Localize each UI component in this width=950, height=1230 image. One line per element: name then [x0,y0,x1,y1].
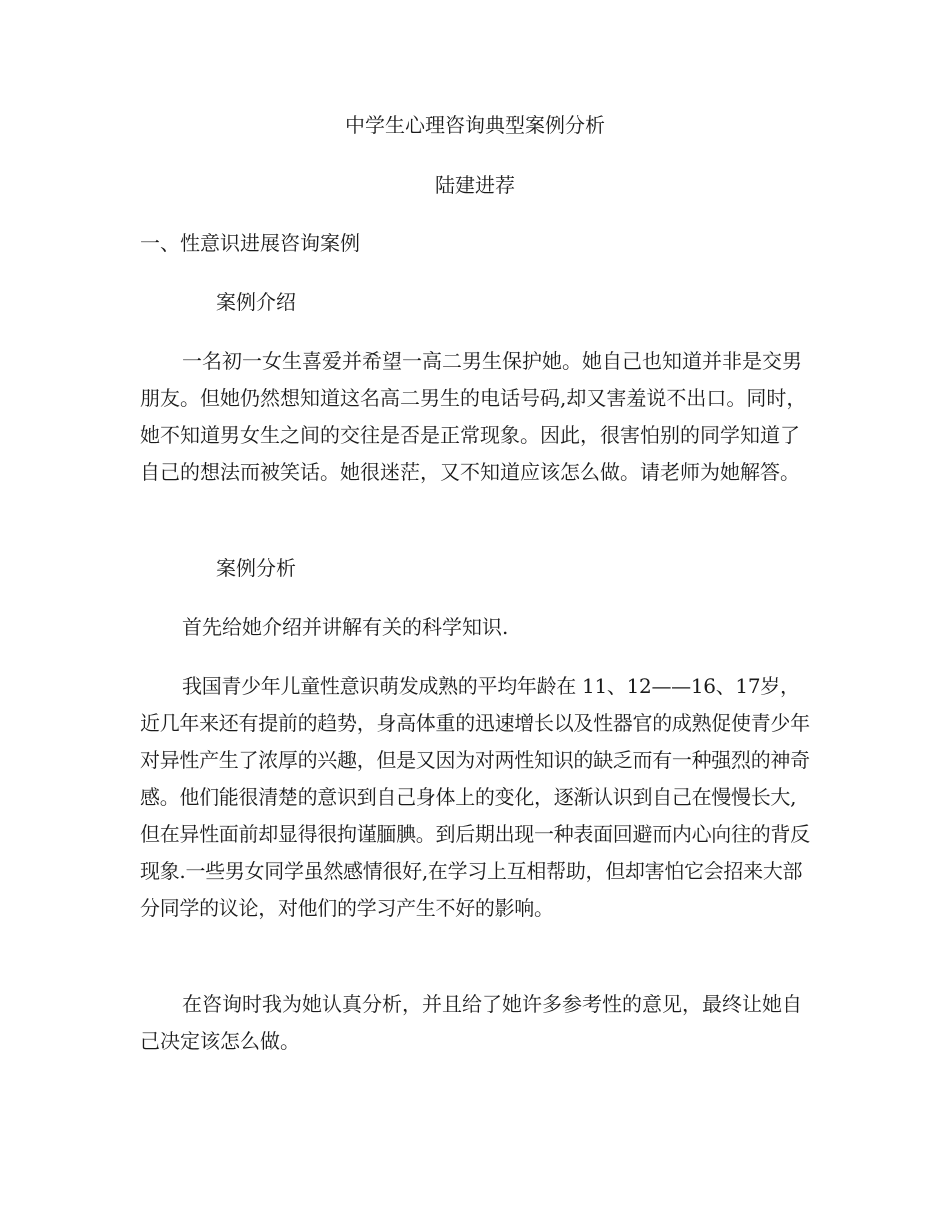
document-author: 陆建进荐 [435,173,515,197]
analysis-paragraph: 在咨询时我为她认真分析，并且给了她许多参考性的意见，最终让她自己决定该怎么做。 [140,992,802,1053]
case-intro-heading: 案例介绍 [216,290,296,314]
analysis-paragraph: 我国青少年儿童性意识萌发成熟的平均年龄在 11、12——16、17岁，近几年来还有提前的趋势，身高体重的迅速增长以及性器官的成熟促使青少年对异性产生了浓厚的兴趣，但是又因为对两性知识的缺乏而有一种强烈的神奇感。他们能很清楚的意识到自己身体上的变化，逐渐认识到自己在慢慢长大,但在异性面前却显得很拘谨腼腆。到后期出现一种表面回避而内心向往的背反现象.一些男女同学虽然感情很好,在学习上互相帮助，但却害怕它会招来大部分同学的议论，对他们的学习产生不好的影响。 [140,674,810,920]
case-intro-paragraph: 一名初一女生喜爱并希望一高二男生保护她。她自己也知道并非是交男朋友。但她仍然想知道这名高二男生的电话号码,却又害羞说不出口。同时，她不知道男女生之间的交往是否是正常现象。因此，很害怕别的同学知道了自己的想法而被笑话。她很迷茫，又不知道应该怎么做。请老师为她解答。 [140,349,807,484]
analysis-paragraph: 首先给她介绍并讲解有关的科学知识. [182,615,509,639]
case-analysis-heading: 案例分析 [216,556,296,580]
document-title: 中学生心理咨询典型案例分析 [345,113,605,137]
section-heading: 一、性意识进展咨询案例 [140,231,360,255]
document-page [140,0,810,1230]
